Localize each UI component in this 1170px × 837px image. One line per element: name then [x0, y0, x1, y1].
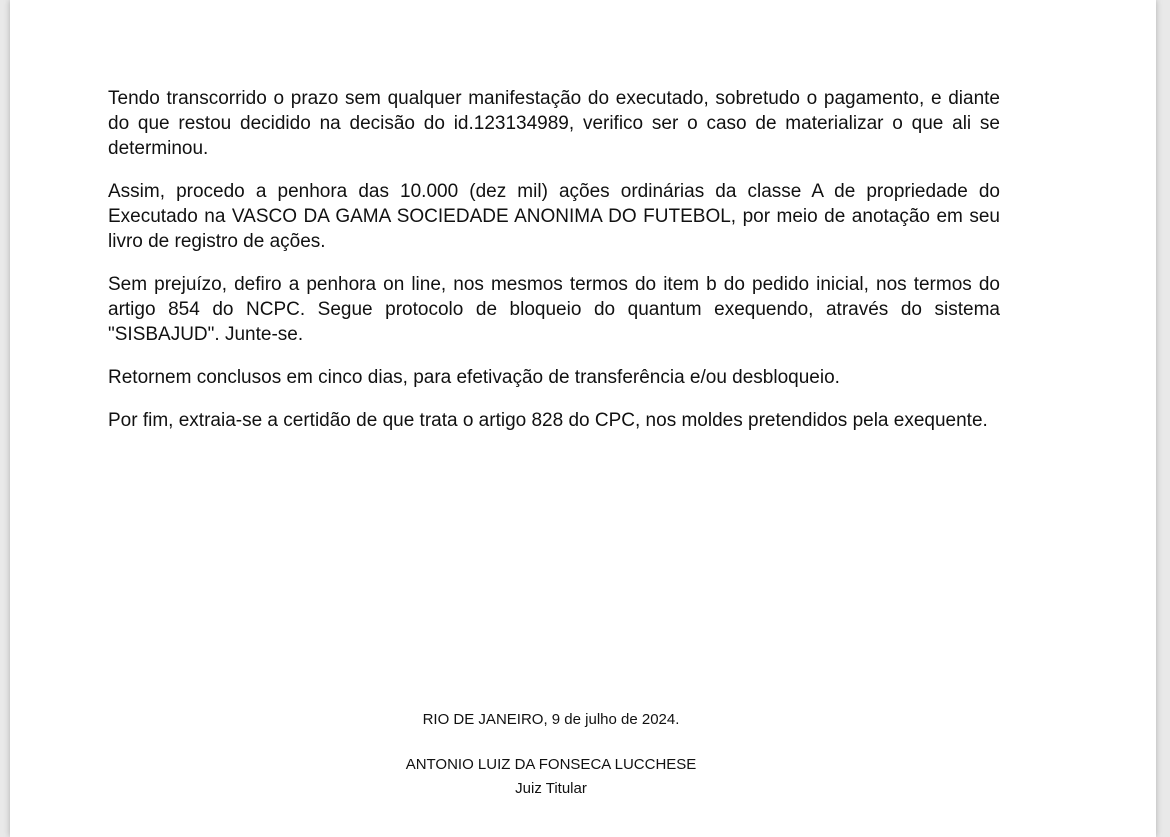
signature-name: ANTONIO LUIZ DA FONSECA LUCCHESE — [405, 756, 697, 773]
paragraph-3: Sem prejuízo, defiro a penhora on line, nos mesmos termos do item b do pedido inicial, nos termos do artigo 854 do NCPC. Segue protocolo de bloqueio do quantum exequendo, através do sistema "SISBAJUD". Junte-se. — [108, 274, 1000, 345]
signature-place-date: RIO DE JANEIRO, 9 de julho de 2024. — [422, 711, 680, 728]
paragraph-4: Retornem conclusos em cinco dias, para efetivação de transferência e/ou desbloqueio. — [108, 367, 840, 388]
paragraph-1: Tendo transcorrido o prazo sem qualquer manifestação do executado, sobretudo o pagamento, e diante do que restou decidido na decisão do id.123134989, verifico ser o caso de materializar o que ali se determinou. — [108, 88, 1000, 159]
document-page — [10, 0, 1156, 837]
paragraph-5: Por fim, extraia-se a certidão de que trata o artigo 828 do CPC, nos moldes pretendidos pela exequente. — [108, 410, 988, 431]
paragraph-2: Assim, procedo a penhora das 10.000 (dez mil) ações ordinárias da classe A de propriedade do Executado na VASCO DA GAMA SOCIEDADE ANONIMA DO FUTEBOL, por meio de anotação em seu livro de registro de ações. — [108, 181, 1000, 252]
signature-role: Juiz Titular — [515, 780, 587, 797]
document-body — [108, 86, 1000, 451]
